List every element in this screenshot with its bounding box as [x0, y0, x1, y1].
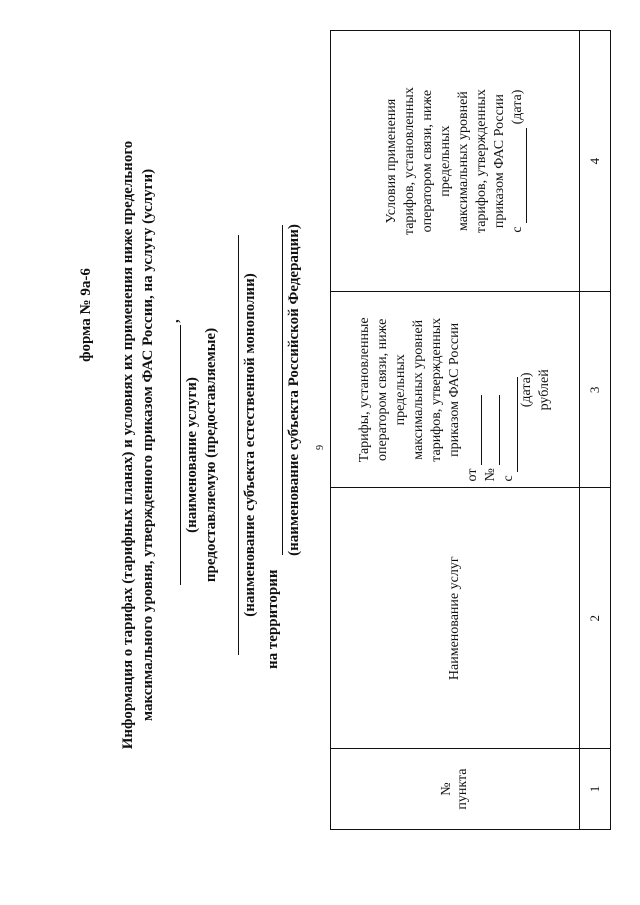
tariffs-number-row	[482, 298, 500, 481]
conditions-date-caption: (дата)	[510, 89, 525, 125]
table-number-row	[580, 31, 611, 830]
column-number-1: 1	[580, 749, 611, 830]
monopoly-name-line	[238, 235, 239, 655]
conditions-text-6: тарифов, утвержденных	[474, 89, 489, 234]
conditions-since-row	[509, 37, 527, 285]
column-number-4: 4	[580, 31, 611, 292]
tariffs-text-2: оператором связи, ниже	[375, 318, 390, 462]
tariffs-number-label: №	[483, 468, 498, 482]
column-number-2: 2	[580, 488, 611, 749]
tariffs-since-label: с	[501, 475, 516, 482]
header-item-number	[331, 749, 580, 830]
header-conditions	[331, 31, 580, 292]
service-name-line	[180, 325, 181, 585]
territory-label: на территории	[265, 569, 281, 669]
column-number-3: 3	[580, 292, 611, 488]
conditions-text-5: максимальных уровней	[456, 91, 471, 232]
federation-subject-caption: (наименование субъекта Российской Федерации)	[286, 224, 302, 556]
conditions-since-blank	[514, 128, 527, 223]
provided-caption: предоставляемую (предоставляемые)	[203, 327, 219, 583]
header-tariffs	[331, 292, 580, 488]
tariffs-since-row	[500, 298, 518, 481]
table-header-row	[331, 31, 580, 830]
header-service-name: Наименование услуг	[331, 488, 580, 749]
header-item-label: пункта	[455, 768, 470, 810]
territory-line	[282, 225, 283, 555]
tariffs-table	[330, 30, 611, 830]
tariffs-number-blank	[487, 395, 500, 465]
conditions-text-7: приказом ФАС России	[492, 94, 507, 229]
conditions-text-1: Условия применения	[384, 98, 399, 224]
page-number: 9	[315, 445, 326, 450]
tariffs-text-6: приказом ФАС России	[447, 322, 462, 457]
title-line-1: Информация о тарифах (тарифных планах) и условиях их применения ниже предельного	[120, 140, 136, 750]
conditions-text-2: тарифов, установленных	[402, 87, 417, 236]
title-line-2: максимального уровня, утвержденного приказом ФАС России, на услугу (услуги)	[140, 168, 156, 722]
monopoly-caption: (наименование субъекта естественной монополии)	[242, 273, 258, 617]
conditions-text-3: оператором связи, ниже	[420, 89, 435, 233]
document-title	[118, 105, 158, 785]
conditions-text-4: предельных	[438, 125, 453, 197]
tariffs-date-caption: (дата)	[519, 372, 534, 408]
conditions-since-label: с	[510, 226, 525, 233]
service-name-caption: (наименование услуги)	[184, 377, 200, 533]
tariffs-text-4: максимальных уровней	[411, 319, 426, 460]
service-name-comma: ,	[166, 319, 182, 323]
tariffs-unit: рублей	[537, 369, 552, 411]
tariffs-from-label: от	[465, 468, 480, 482]
tariffs-text-1: Тарифы, установленные	[357, 317, 372, 463]
tariffs-from-blank	[469, 395, 482, 465]
header-no-sign: №	[439, 782, 454, 796]
tariffs-text-3: предельных	[393, 354, 408, 426]
tariffs-text-5: тарифов, утвержденных	[429, 317, 444, 462]
form-label: форма № 9а-6	[78, 268, 94, 362]
tariffs-since-blank	[505, 377, 518, 472]
tariffs-from-row	[464, 298, 482, 481]
